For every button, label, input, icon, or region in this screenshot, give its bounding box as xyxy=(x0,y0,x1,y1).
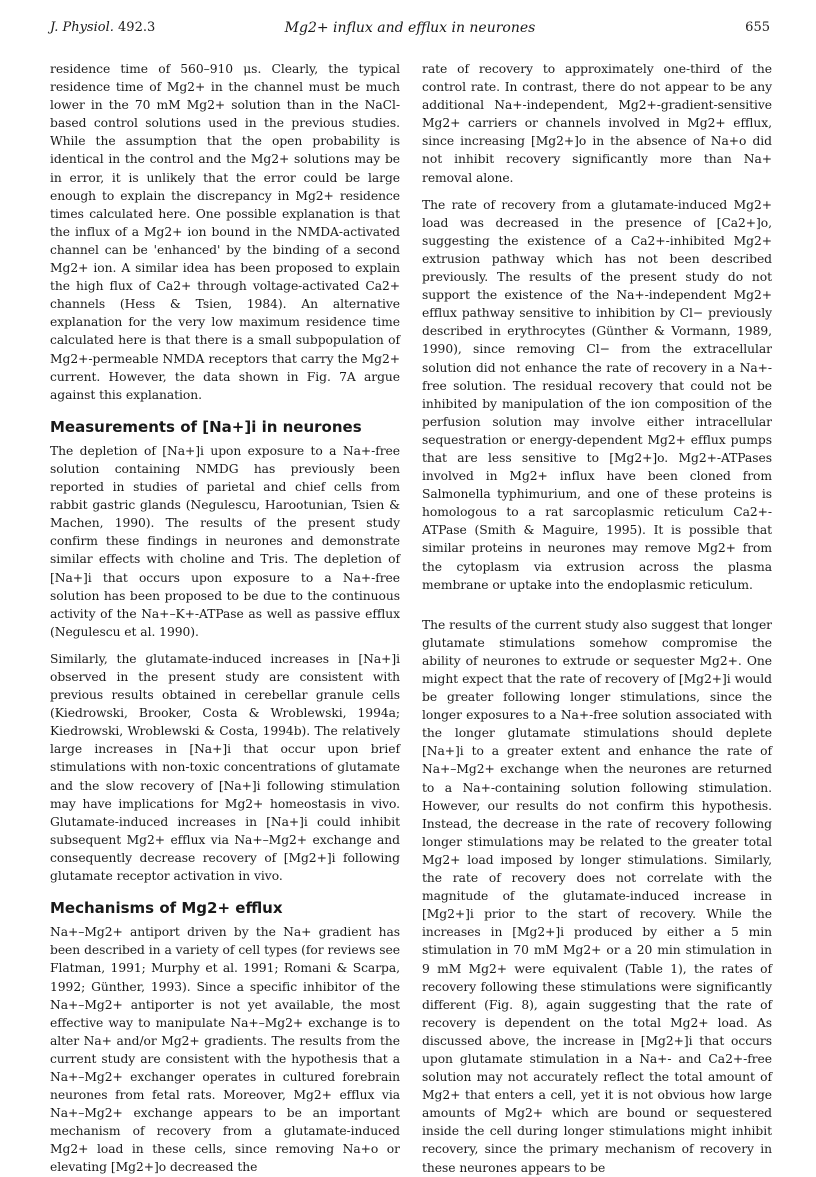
section-heading: Measurements of [Na+]i in neurones xyxy=(50,417,362,436)
paragraph: Similarly, the glutamate-induced increases in [Na+]i observed in the present study are consistent with previous results obtained in cerebellar granule cells (Kiedrowski, Brooker, Costa & Wroblewski, 1994a; Kiedrowski, Wroblewski & Costa, 1994b). The relatively large increases in [Na+]i that occur upon brief stimulations with non-toxic concentrations of glutamate and the slow recovery of [Na+]i following stimulation may have implications for Mg2+ homeostasis in vivo. Glutamate-induced increases in [Na+]i could inhibit subsequent Mg2+ efflux via Na+–Mg2+ exchange and consequently decrease recovery of [Mg2+]i following glutamate receptor activation in vivo. xyxy=(50,651,400,884)
right-column xyxy=(422,60,772,1177)
running-header xyxy=(50,20,770,42)
section-heading: Mechanisms of Mg2+ efflux xyxy=(50,899,283,918)
journal-name: J. Physiol. 492.3 xyxy=(50,20,156,35)
paragraph: residence time of 560–910 μs. Clearly, the typical residence time of Mg2+ in the channel must be much lower in the 70 mM Mg2+ solution than in the NaCl-based control solutions used in the previous studies. While the assumption that the open probability is identical in the control and the Mg2+ solutions may be in error, it is unlikely that the error could be large enough to explain the discrepancy in Mg2+ residence times calculated here. One possible explanation is that the influx of a Mg2+ ion bound in the NMDA-activated channel can be 'enhanced' by the binding of a second Mg2+ ion. A similar idea has been proposed to explain the high flux of Ca2+ through voltage-activated Ca2+ channels (Hess & Tsien, 1984). An alternative explanation for the very low maximum residence time calculated here is that there is a small subpopulation of Mg2+-permeable NMDA receptors that carry the Mg2+ current. However, the data shown in Fig. 7A argue against this explanation. xyxy=(50,62,400,402)
paragraph: rate of recovery to approximately one-third of the control rate. In contrast, there do not appear to be any additional Na+-independent, Mg2+-gradient-sensitive Mg2+ carriers or channels involved in Mg2+ efflux, since increasing [Mg2+]o in the absence of Na+o did not inhibit recovery significantly more than Na+ removal alone. xyxy=(422,62,772,185)
paragraph: The depletion of [Na+]i upon exposure to a Na+-free solution containing NMDG has previously been reported in studies of parietal and chief cells from rabbit gastric glands (Negulescu, Harootunian, Tsien & Machen, 1990). The results of the present study confirm these findings in neurones and demonstrate similar effects with choline and Tris. The depletion of [Na+]i that occurs upon exposure to a Na+-free solution has been proposed to be due to the continuous activity of the Na+–K+-ATPase as well as passive efflux (Negulescu et al. 1990). xyxy=(50,443,400,639)
paragraph: Na+–Mg2+ antiport driven by the Na+ gradient has been described in a variety of cell types (for reviews see Flatman, 1991; Murphy et al. 1991; Romani & Scarpa, 1992; Günther, 1993). Since a specific inhibitor of the Na+–Mg2+ antiporter is not yet available, the most effective way to manipulate Na+–Mg2+ exchange is to alter Na+ and/or Mg2+ gradients. The results from the current study are consistent with the hypothesis that a Na+–Mg2+ exchanger operates in cultured forebrain neurones from fetal rats. Moreover, Mg2+ efflux via Na+–Mg2+ exchange appears to be an important mechanism of recovery from a glutamate-induced Mg2+ load in these cells, since removing Na+o or elevating [Mg2+]o decreased the xyxy=(50,925,400,1175)
paragraph: The results of the current study also suggest that longer glutamate stimulations somehow compromise the ability of neurones to extrude or sequester Mg2+. One might expect that the rate of recovery of [Mg2+]i would be greater following longer stimulations, since the longer exposures to a Na+-free solution associated with the longer glutamate stimulations should deplete [Na+]i to a greater extent and enhance the rate of Na+–Mg2+ exchange when the neurones are returned to a Na+-containing solution following stimulation. However, our results do not confirm this hypothesis. Instead, the decrease in the rate of recovery following longer stimulations may be related to the greater total Mg2+ load imposed by longer stimulations. Similarly, the rate of recovery does not correlate with the magnitude of the glutamate-induced increase in [Mg2+]i prior to the start of recovery. While the increases in [Mg2+]i produced by either a 5 min stimulation in 70 mM Mg2+ or a 20 min stimulation in 9 mM Mg2+ were equivalent (Table 1), the rates of recovery following these stimulations were significantly different (Fig. 8), again suggesting that the rate of recovery is dependent on the total Mg2+ load. As discussed above, the increase in [Mg2+]i that occurs upon glutamate stimulation in a Na+- and Ca2+-free solution may not accurately reflect the total amount of Mg2+ that enters a cell, yet it is not obvious how large amounts of Mg2+ which are bound or sequestered inside the cell during longer stimulations might inhibit recovery, since the primary mechanism of recovery in these neurones appears to be xyxy=(422,617,772,1175)
running-title: Mg2+ influx and efflux in neurones xyxy=(284,20,536,36)
journal-volume: 492.3 xyxy=(118,20,156,35)
left-column xyxy=(50,60,400,1177)
page-number: 655 xyxy=(745,20,770,35)
paragraph: The rate of recovery from a glutamate-induced Mg2+ load was decreased in the presence of [Ca2+]o, suggesting the existence of a Ca2+-inhibited Mg2+ extrusion pathway which has not been described previously. The results of the present study do not support the existence of the Na+-independent Mg2+ efflux pathway sensitive to inhibition by Cl− previously described in erythrocytes (Günther & Vormann, 1989, 1990), since removing Cl− from the extracellular solution did not enhance the rate of recovery in a Na+-free solution. The residual recovery that could not be inhibited by manipulation of the ion composition of the perfusion solution may involve either intracellular sequestration or energy-dependent Mg2+ efflux pumps that are less sensitive to [Mg2+]o. Mg2+-ATPases involved in Mg2+ influx have been cloned from Salmonella typhimurium, and one of these proteins is homologous to a rat sarcoplasmic reticulum Ca2+-ATPase (Smith & Maguire, 1995). It is possible that similar proteins in neurones may remove Mg2+ from the cytoplasm via extrusion across the plasma membrane or uptake into the endoplasmic reticulum. xyxy=(422,197,772,592)
